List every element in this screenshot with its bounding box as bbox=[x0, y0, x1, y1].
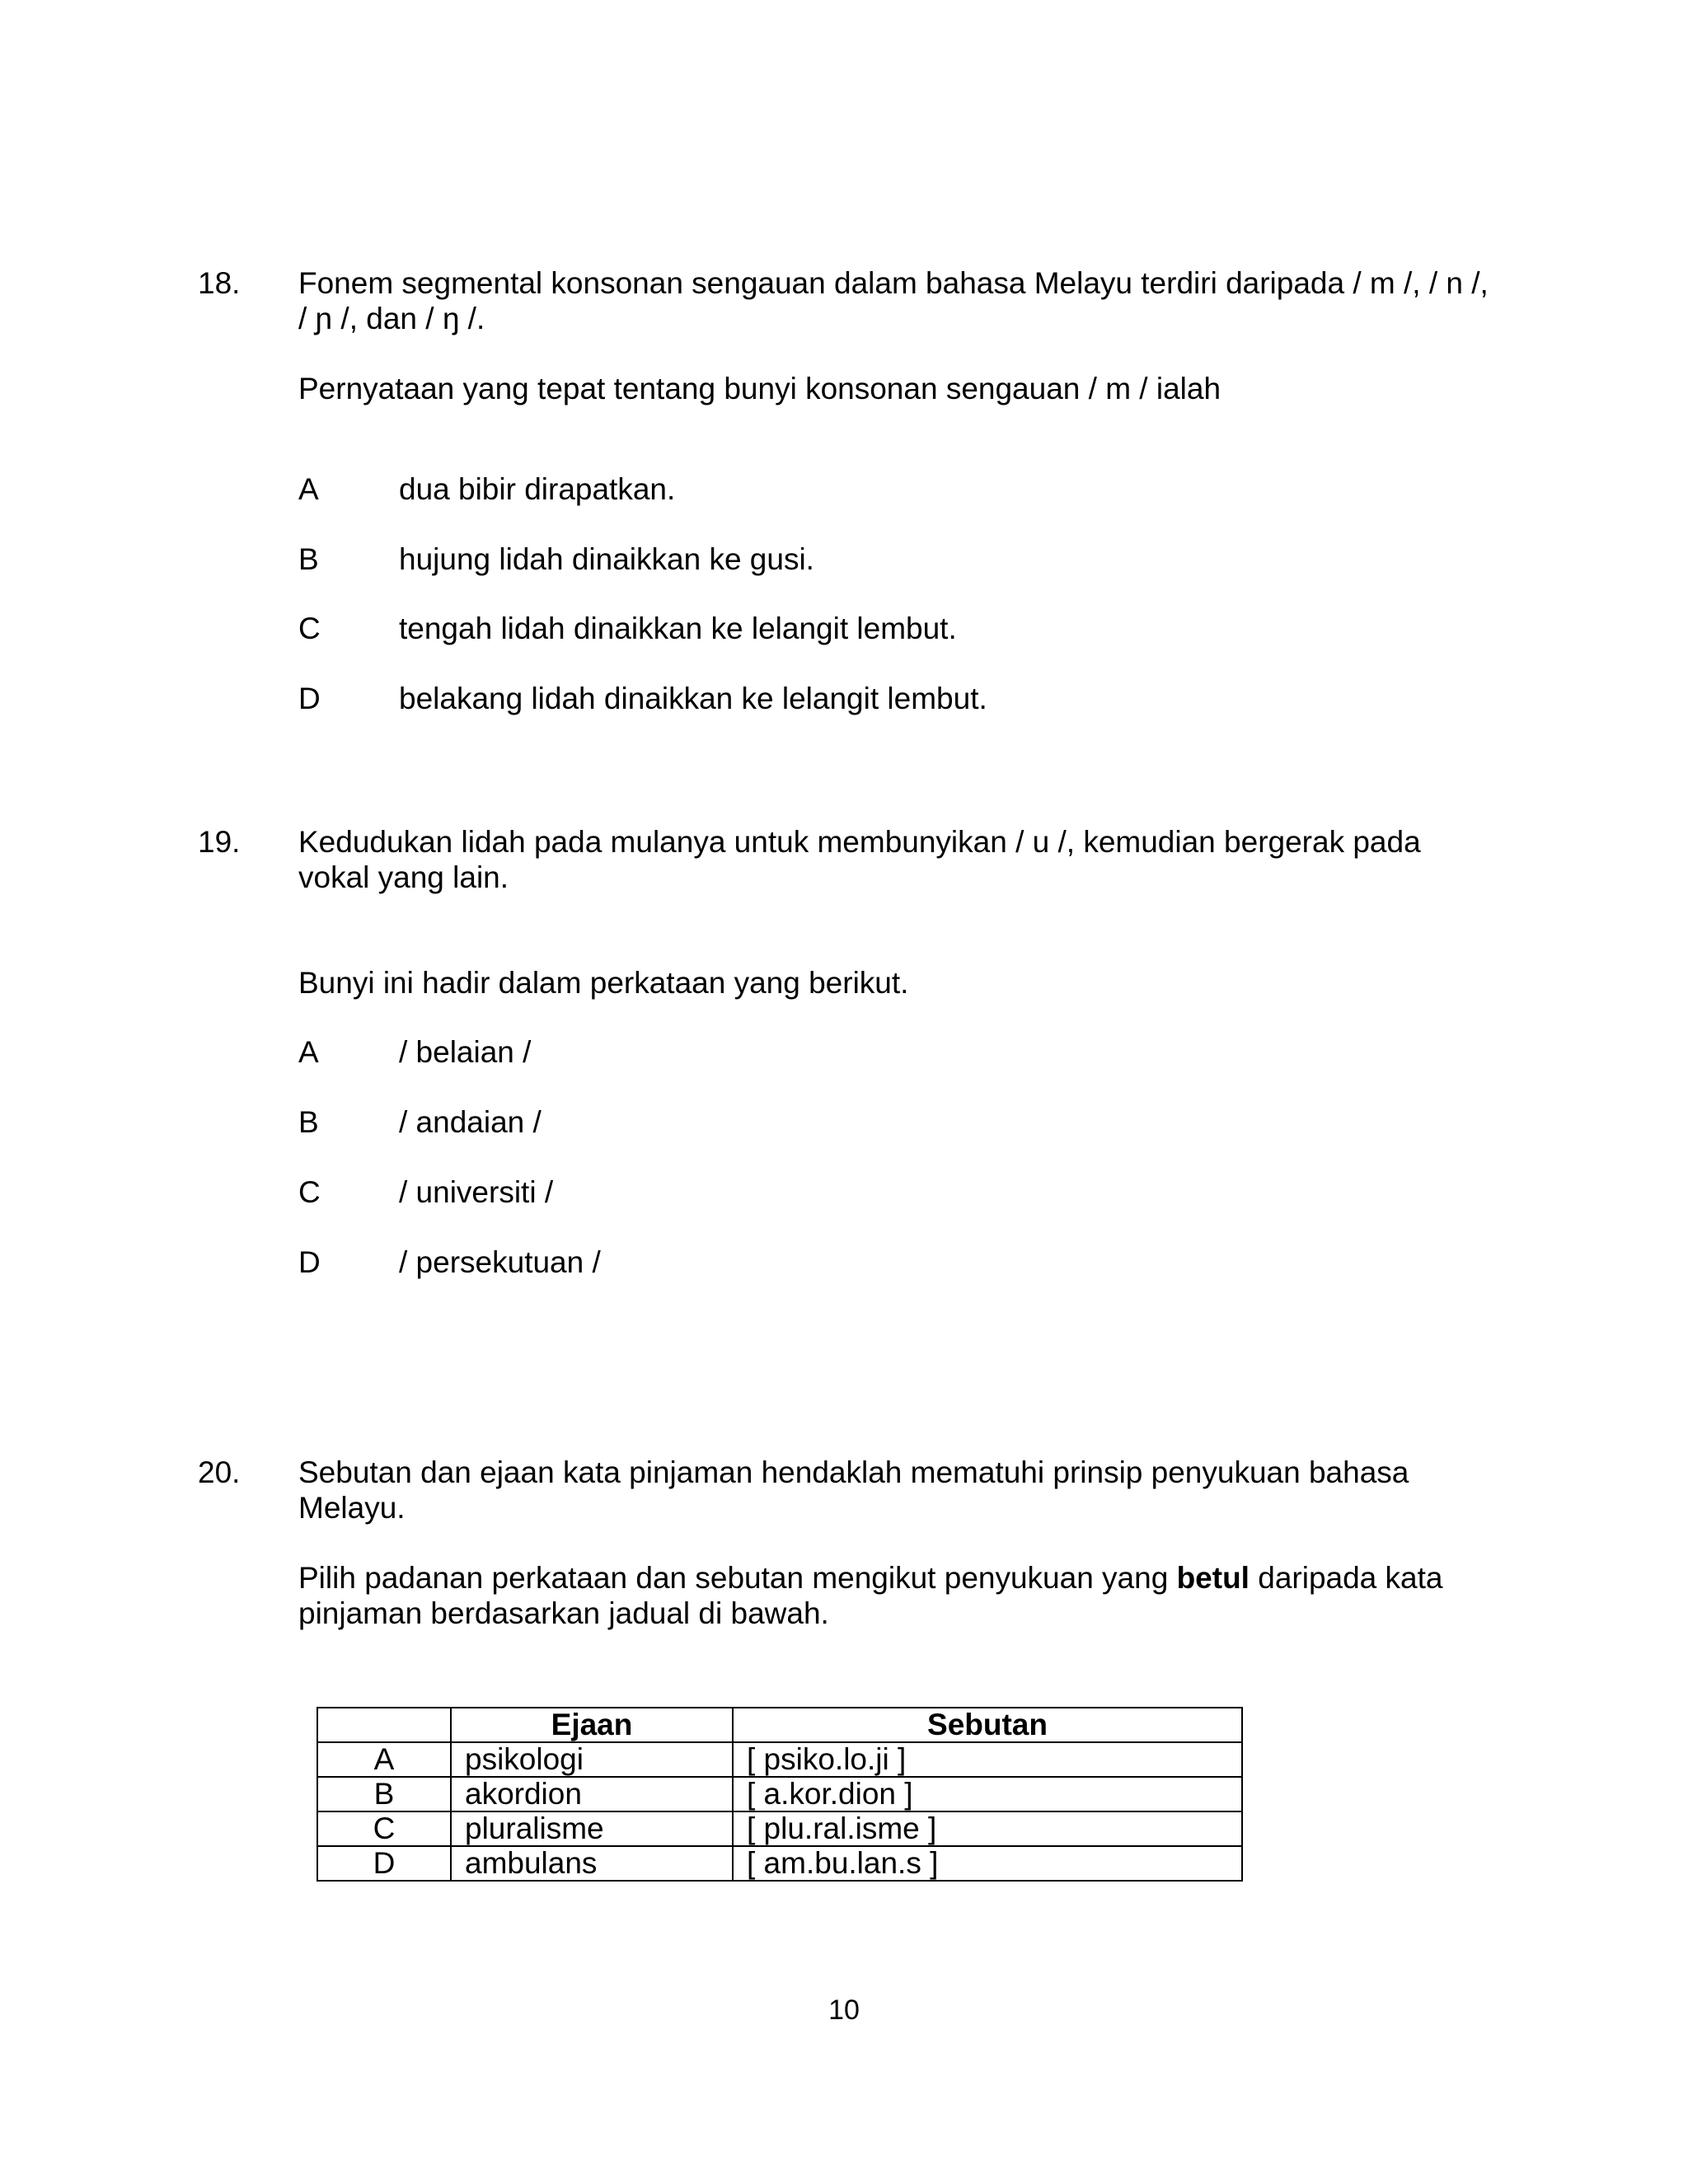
table-cell-ejaan: pluralisme bbox=[451, 1811, 733, 1846]
stem-line: Fonem segmental konsonan sengauan dalam bahasa Melayu terdiri daripada / m /, / n /, bbox=[298, 266, 1489, 300]
question-19 bbox=[198, 824, 1500, 1279]
option-text: / persekutuan / bbox=[399, 1245, 601, 1279]
table-cell-letter: B bbox=[317, 1777, 451, 1811]
option-letter: C bbox=[298, 1175, 321, 1209]
stem-line: Sebutan dan ejaan kata pinjaman hendaklah mematuhi prinsip penyukuan bahasa bbox=[298, 1455, 1409, 1489]
table-header-cell bbox=[317, 1708, 451, 1742]
stem-line: Kedudukan lidah pada mulanya untuk membunyikan / u /, kemudian bergerak pada bbox=[298, 825, 1421, 859]
answer-table bbox=[316, 1707, 1243, 1882]
table-header-cell: Sebutan bbox=[733, 1708, 1242, 1742]
table-header-row bbox=[317, 1708, 1242, 1742]
stem-line: vokal yang lain. bbox=[298, 860, 509, 894]
option-letter: C bbox=[298, 612, 321, 645]
question-number: 20. bbox=[198, 1455, 241, 1489]
table-cell-sebutan: [ a.kor.dion ] bbox=[733, 1777, 1242, 1811]
option-letter: A bbox=[298, 472, 319, 506]
table-cell-sebutan: [ psiko.lo.ji ] bbox=[733, 1742, 1242, 1777]
table-row[interactable] bbox=[317, 1777, 1242, 1811]
table-cell-letter: C bbox=[317, 1811, 451, 1846]
question-stem bbox=[298, 265, 1500, 406]
question-number: 19. bbox=[198, 825, 241, 859]
option-text: tengah lidah dinaikkan ke lelangit lembut. bbox=[399, 612, 957, 645]
stem-line: / ɲ /, dan / ŋ /. bbox=[298, 302, 485, 335]
question-number: 18. bbox=[198, 266, 241, 300]
option-letter: D bbox=[298, 682, 321, 715]
table-row[interactable] bbox=[317, 1811, 1242, 1846]
question-stem bbox=[298, 824, 1500, 1001]
question-18 bbox=[198, 265, 1500, 715]
option-text: / universiti / bbox=[399, 1175, 554, 1209]
option-text: / andaian / bbox=[399, 1105, 542, 1139]
prompt-emphasis: betul bbox=[1176, 1561, 1250, 1595]
table-header-cell: Ejaan bbox=[451, 1708, 733, 1742]
question-prompt bbox=[298, 1560, 1500, 1596]
table-cell-ejaan: akordion bbox=[451, 1777, 733, 1811]
option-letter: B bbox=[298, 542, 319, 576]
question-prompt: Pernyataan yang tepat tentang bunyi konsonan sengauan / m / ialah bbox=[298, 372, 1221, 405]
stem-line: Melayu. bbox=[298, 1491, 406, 1525]
table-row[interactable] bbox=[317, 1742, 1242, 1777]
option-letter: A bbox=[298, 1035, 319, 1069]
option-text: belakang lidah dinaikkan ke lelangit lembut. bbox=[399, 682, 987, 715]
table-row[interactable] bbox=[317, 1846, 1242, 1881]
table-cell-sebutan: [ am.bu.lan.s ] bbox=[733, 1846, 1242, 1881]
table-cell-letter: A bbox=[317, 1742, 451, 1777]
page-number: 10 bbox=[828, 1994, 860, 2026]
option-letter: B bbox=[298, 1105, 319, 1139]
option-text: hujung lidah dinaikkan ke gusi. bbox=[399, 542, 814, 576]
prompt-text: Pilih padanan perkataan dan sebutan mengikut penyukuan yang bbox=[298, 1561, 1177, 1595]
option-letter: D bbox=[298, 1245, 321, 1279]
table-cell-sebutan: [ plu.ral.isme ] bbox=[733, 1811, 1242, 1846]
table-cell-ejaan: ambulans bbox=[451, 1846, 733, 1881]
option-text: / belaian / bbox=[399, 1035, 532, 1069]
table-cell-ejaan: psikologi bbox=[451, 1742, 733, 1777]
prompt-text: daripada kata bbox=[1249, 1561, 1443, 1595]
question-prompt: Bunyi ini hadir dalam perkataan yang berikut. bbox=[298, 966, 909, 1000]
question-prompt-line2: pinjaman berdasarkan jadual di bawah. bbox=[298, 1596, 829, 1630]
question-stem bbox=[298, 1455, 1500, 1631]
table-cell-letter: D bbox=[317, 1846, 451, 1881]
option-text: dua bibir dirapatkan. bbox=[399, 472, 676, 506]
question-20 bbox=[198, 1455, 1500, 1631]
